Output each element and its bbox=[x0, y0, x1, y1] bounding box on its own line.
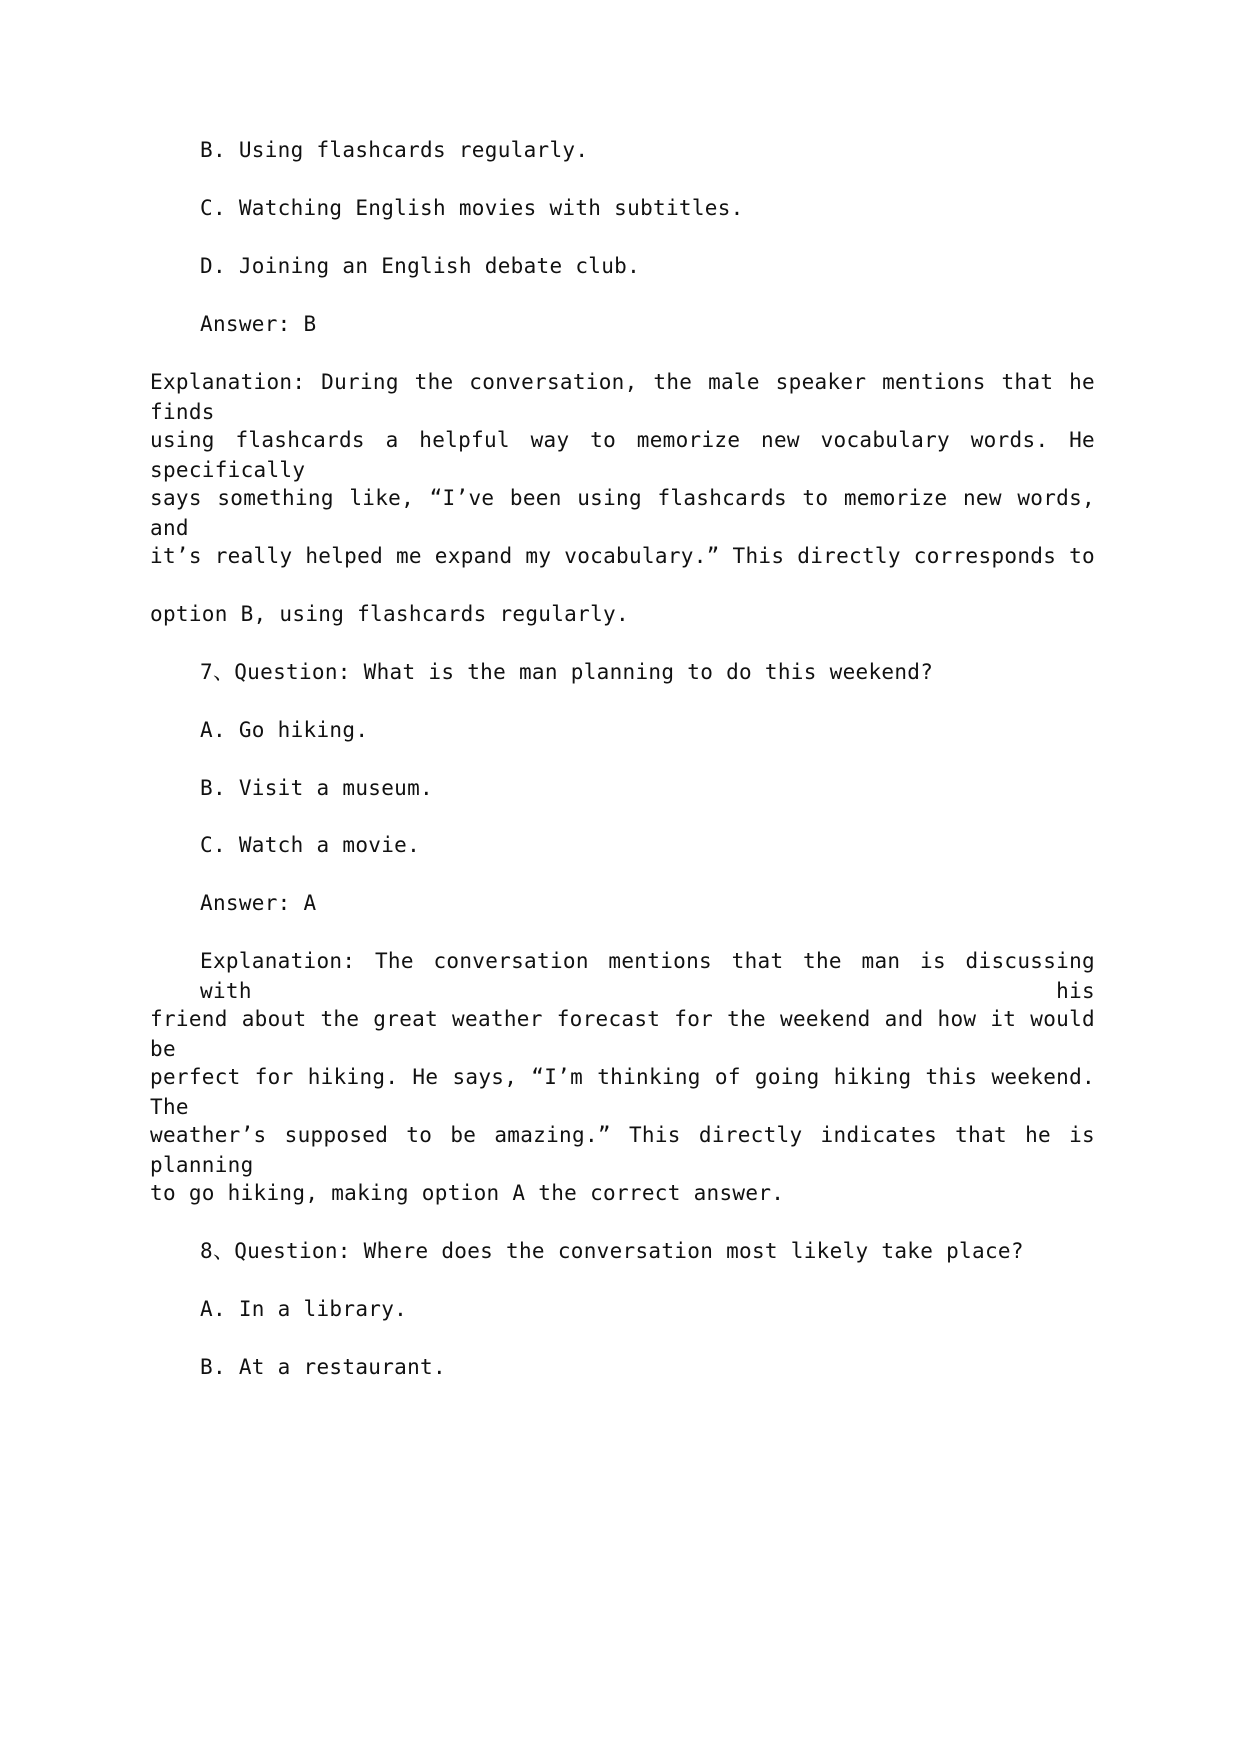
explanation-line: to go hiking, making option A the correct answer. bbox=[150, 1181, 785, 1205]
explanation-line: weather’s supposed to be amazing.” This directly indicates that he is planning bbox=[150, 1123, 1095, 1177]
explanation-line: using flashcards a helpful way to memorize new vocabulary words. He specifically bbox=[150, 428, 1095, 482]
explanation-line: says something like, “I’ve been using flashcards to memorize new words, and bbox=[150, 486, 1095, 540]
option-c-line: C. Watch a movie. bbox=[200, 833, 421, 857]
option-a-line: A. In a library. bbox=[200, 1297, 408, 1321]
answer-line: Answer: B bbox=[200, 312, 317, 336]
option-b-line: B. Visit a museum. bbox=[200, 776, 433, 800]
option-a-line: A. Go hiking. bbox=[200, 718, 369, 742]
explanation-line: it’s really helped me expand my vocabulary.” This directly corresponds to bbox=[150, 544, 1095, 568]
explanation-line: friend about the great weather forecast for the weekend and how it would be bbox=[150, 1007, 1095, 1061]
explanation-line: Explanation: During the conversation, the male speaker mentions that he finds bbox=[150, 370, 1095, 424]
explanation-line: Explanation: The conversation mentions that the man is discussing with his bbox=[200, 949, 1095, 1003]
explanation-line: perfect for hiking. He says, “I’m thinking of going hiking this weekend. The bbox=[150, 1065, 1095, 1119]
option-c-line: C. Watching English movies with subtitles. bbox=[200, 196, 744, 220]
option-d-line: D. Joining an English debate club. bbox=[200, 254, 641, 278]
explanation-line: option B, using flashcards regularly. bbox=[150, 602, 629, 626]
question-line: 7、Question: What is the man planning to do this weekend? bbox=[200, 660, 934, 684]
answer-line: Answer: A bbox=[200, 891, 317, 915]
option-b-line: B. Using flashcards regularly. bbox=[200, 138, 589, 162]
option-b-line: B. At a restaurant. bbox=[200, 1355, 446, 1379]
question-line: 8、Question: Where does the conversation most likely take place? bbox=[200, 1239, 1024, 1263]
